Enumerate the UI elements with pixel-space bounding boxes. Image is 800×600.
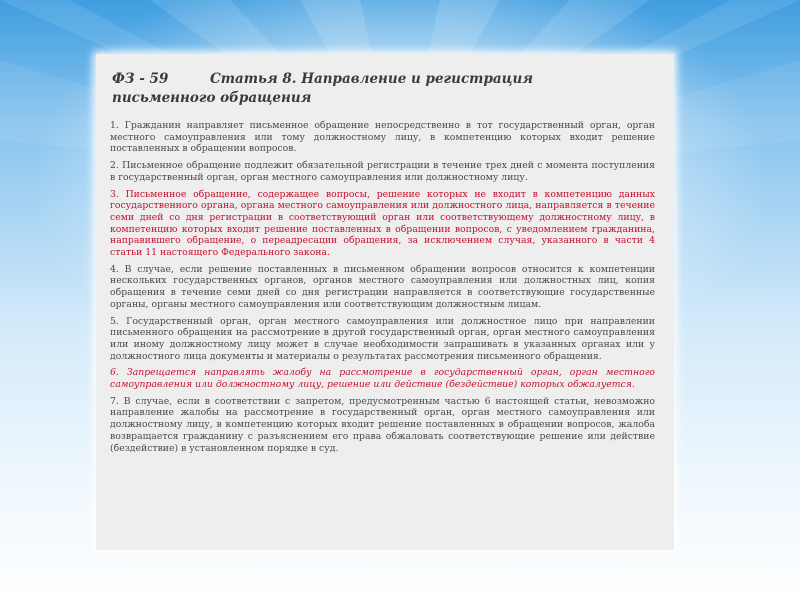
slide-title	[112, 70, 572, 108]
paragraph-4: 4. В случае, если решение поставленных в письменном обращении вопросов относится к компетенции нескольких государственных органов, органов местного самоуправления или должностных лиц, копия обращения в течение семи дней со дня регистрации направляется в соответствующие государственные органы, органы местного самоуправления или соответствующим должностным лицам.	[110, 263, 655, 310]
paragraph-3: 3. Письменное обращение, содержащее вопросы, решение которых не входит в компетенцию данных государственного органа, органа местного самоуправления или должностного лица, направляется в течение семи дней со дня регистрации в соответствующий орган или соответствующему должностному лицу, в компетенцию которых входит решение поставленных в обращении вопросов, с уведомлением гражданина, направившего обращение, о переадресации обращения, за исключением случая, указанного в части 4 статьи 11 настоящего Федерального закона.	[110, 188, 655, 259]
law-number: ФЗ - 59	[112, 71, 169, 87]
article-title-line2: письменного обращения	[112, 90, 312, 106]
paragraph-7: 7. В случае, если в соответствии с запретом, предусмотренным частью 6 настоящей статьи, невозможно направление жалобы на рассмотрение в государственный орган, орган местного самоуправления или должностному лицу, в компетенцию которых входит решение поставленных в обращении вопросов, жалоба возвращается гражданину с разъяснением его права обжаловать соответствующие решение или действие (бездействие) в установленном порядке в суд.	[110, 395, 655, 454]
paragraph-1: 1. Гражданин направляет письменное обращение непосредственно в тот государственный орган, орган местного самоуправления или тому должностному лицу, в компетенцию которых входит решение поставленных в обращении вопросов.	[110, 120, 655, 155]
article-title: Статья 8. Направление и регистрация	[210, 71, 534, 87]
paragraph-2: 2. Письменное обращение подлежит обязательной регистрации в течение трех дней с момента поступления в государственный орган, орган местного самоуправления или должностному лицу.	[110, 160, 655, 183]
paragraph-6: 6. Запрещается направлять жалобу на рассмотрение в государственный орган, орган местного самоуправления или должностному лицу, решение или действие (бездействие) которых обжалуется.	[110, 367, 655, 391]
article-text	[110, 120, 655, 456]
paragraph-5: 5. Государственный орган, орган местного самоуправления или должностное лицо при направлении письменного обращения на рассмотрение в другой государственный орган, орган местного самоуправления или иному должностному лицу может в случае необходимости запрашивать в указанных органах или у должностного лица документы и материалы о результатах рассмотрения письменного обращения.	[110, 315, 655, 362]
